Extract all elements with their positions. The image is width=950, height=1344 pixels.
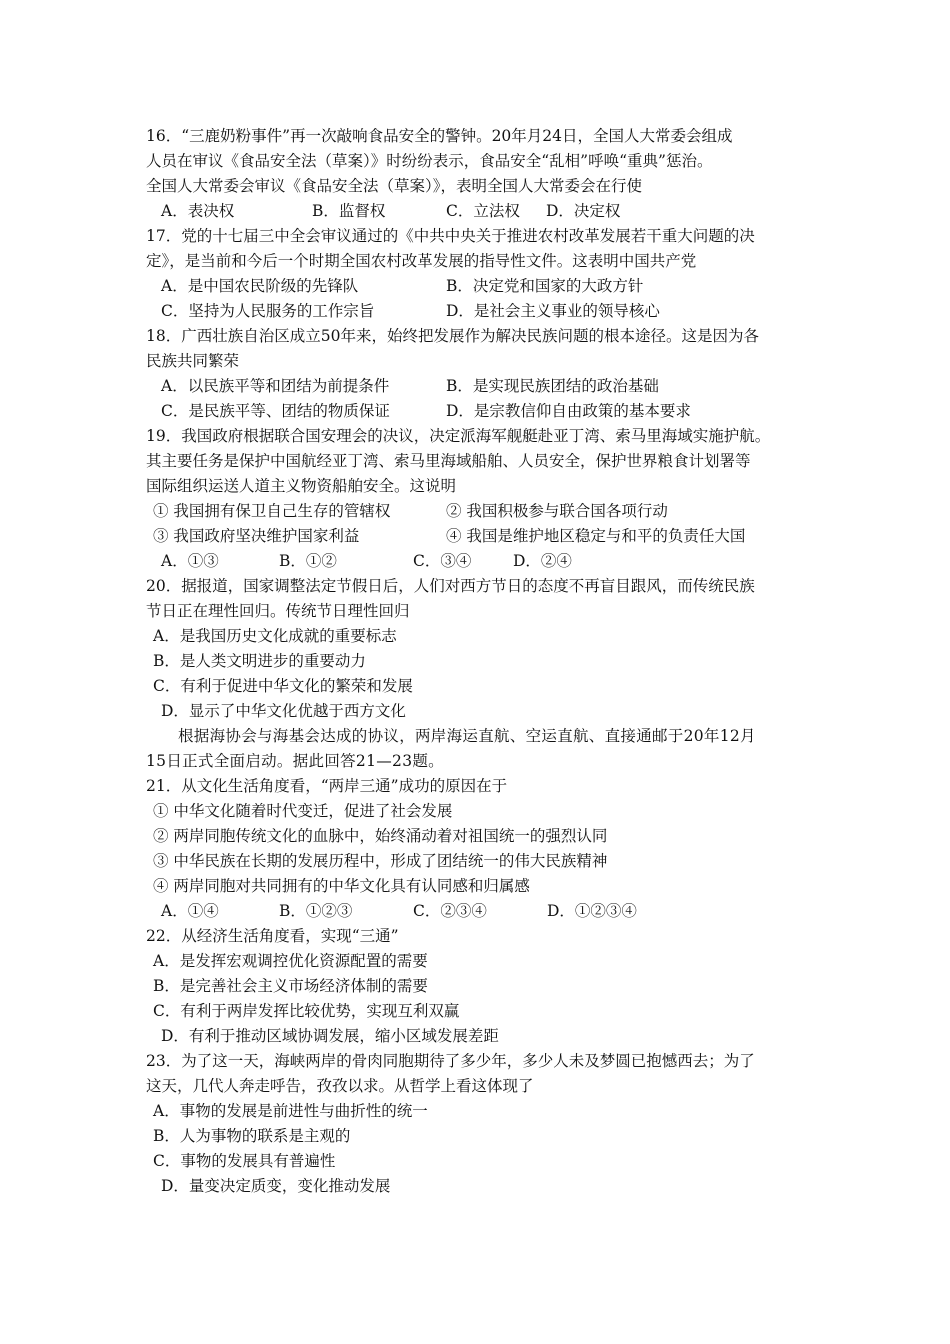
q22-stem-line-1: 22．从经济生活角度看，实现“三通” (146, 927, 399, 945)
passage-intro-line-1: 根据海协会与海基会达成的协议，两岸海运直航、空运直航、直接通邮于20年12月 (178, 727, 756, 745)
q21-statement-2: ② 两岸同胞传统文化的血脉中，始终涌动着对祖国统一的强烈认同 (153, 827, 608, 845)
q23-option-a[interactable]: A．事物的发展是前进性与曲折性的统一 (153, 1102, 428, 1120)
q16-option-c[interactable]: C．立法权 (446, 202, 520, 220)
q19-statement-4: ④ 我国是维护地区稳定与和平的负责任大国 (446, 527, 746, 545)
q17-option-b[interactable]: B．决定党和国家的大政方针 (446, 277, 644, 295)
q19-option-b[interactable]: B．①② (279, 552, 337, 570)
q18-option-b[interactable]: B．是实现民族团结的政治基础 (446, 377, 659, 395)
q20-option-b[interactable]: B．是人类文明进步的重要动力 (153, 652, 366, 670)
q23-option-c[interactable]: C．事物的发展具有普遍性 (153, 1152, 336, 1170)
q18-option-c[interactable]: C．是民族平等、团结的物质保证 (161, 402, 390, 420)
q16-stem-line-1: 16．“三鹿奶粉事件”再一次敲响食品安全的警钟。20年月24日，全国人大常委会组成 (146, 127, 733, 145)
q19-stem-line-3: 国际组织运送人道主义物资船舶安全。这说明 (146, 477, 457, 495)
q23-stem-line-1: 23．为了这一天，海峡两岸的骨肉同胞期待了多少年，多少人未及梦圆已抱憾西去；为了 (146, 1052, 755, 1070)
q22-option-b[interactable]: B．是完善社会主义市场经济体制的需要 (153, 977, 428, 995)
q20-stem-line-2: 节日正在理性回归。传统节日理性回归 (146, 602, 410, 620)
q16-stem-line-2: 人员在审议《食品安全法（草案）》时纷纷表示，食品安全“乱相”呼唤“重典”惩治。 (146, 152, 713, 170)
q21-option-a[interactable]: A．①④ (161, 902, 219, 920)
q22-option-d[interactable]: D．有利于推动区域协调发展，缩小区域发展差距 (161, 1027, 499, 1045)
q20-option-d[interactable]: D．显示了中华文化优越于西方文化 (161, 702, 406, 720)
passage-intro-line-2: 15日正式全面启动。据此回答21—23题。 (146, 752, 444, 770)
q17-option-a[interactable]: A．是中国农民阶级的先锋队 (161, 277, 359, 295)
q18-stem-line-1: 18．广西壮族自治区成立50年来，始终把发展作为解决民族问题的根本途径。这是因为各 (146, 327, 759, 345)
q19-option-a[interactable]: A．①③ (161, 552, 219, 570)
q17-stem-line-1: 17．党的十七届三中全会审议通过的《中共中央关于推进农村改革发展若干重大问题的决 (146, 227, 755, 245)
q18-option-d[interactable]: D．是宗教信仰自由政策的基本要求 (446, 402, 691, 420)
q17-option-d[interactable]: D．是社会主义事业的领导核心 (446, 302, 660, 320)
q17-stem-line-2: 定》，是当前和今后一个时期全国农村改革发展的指导性文件。这表明中国共产党 (146, 252, 697, 270)
q21-option-c[interactable]: C．②③④ (413, 902, 487, 920)
q17-option-c[interactable]: C．坚持为人民服务的工作宗旨 (161, 302, 375, 320)
q21-statement-1: ① 中华文化随着时代变迁，促进了社会发展 (153, 802, 453, 820)
q16-option-a[interactable]: A．表决权 (161, 202, 235, 220)
q16-option-b[interactable]: B．监督权 (312, 202, 386, 220)
q23-option-d[interactable]: D．量变决定质变，变化推动发展 (161, 1177, 391, 1195)
q19-statement-3: ③ 我国政府坚决维护国家利益 (153, 527, 360, 545)
q20-option-a[interactable]: A．是我国历史文化成就的重要标志 (153, 627, 397, 645)
q19-stem-line-1: 19．我国政府根据联合国安理会的决议，决定派海军舰艇赴亚丁湾、索马里海域实施护航。 (146, 427, 771, 445)
q20-stem-line-1: 20．据报道，国家调整法定节假日后，人们对西方节日的态度不再盲目跟风，而传统民族 (146, 577, 755, 595)
q19-statement-1: ① 我国拥有保卫自己生存的管辖权 (153, 502, 391, 520)
q19-stem-line-2: 其主要任务是保护中国航经亚丁湾、索马里海域船舶、人员安全，保护世界粮食计划署等 (146, 452, 751, 470)
q18-option-a[interactable]: A．以民族平等和团结为前提条件 (161, 377, 390, 395)
q22-option-a[interactable]: A．是发挥宏观调控优化资源配置的需要 (153, 952, 428, 970)
q18-stem-line-2: 民族共同繁荣 (146, 352, 240, 370)
q20-option-c[interactable]: C．有利于促进中华文化的繁荣和发展 (153, 677, 413, 695)
q23-option-b[interactable]: B．人为事物的联系是主观的 (153, 1127, 351, 1145)
q21-option-d[interactable]: D．①②③④ (547, 902, 637, 920)
q21-option-b[interactable]: B．①②③ (279, 902, 353, 920)
q21-stem-line-1: 21．从文化生活角度看，“两岸三通”成功的原因在于 (146, 777, 508, 795)
q21-statement-3: ③ 中华民族在长期的发展历程中，形成了团结统一的伟大民族精神 (153, 852, 608, 870)
q16-option-d[interactable]: D．决定权 (546, 202, 621, 220)
q19-statement-2: ② 我国积极参与联合国各项行动 (446, 502, 668, 520)
q23-stem-line-2: 这天，几代人奔走呼告，孜孜以求。从哲学上看这体现了 (146, 1077, 534, 1095)
q16-stem-line-3: 全国人大常委会审议《食品安全法（草案）》，表明全国人大常委会在行使 (146, 177, 643, 195)
q21-statement-4: ④ 两岸同胞对共同拥有的中华文化具有认同感和归属感 (153, 877, 530, 895)
q22-option-c[interactable]: C．有利于两岸发挥比较优势，实现互利双赢 (153, 1002, 460, 1020)
q19-option-c[interactable]: C．③④ (413, 552, 472, 570)
q19-option-d[interactable]: D．②④ (513, 552, 572, 570)
